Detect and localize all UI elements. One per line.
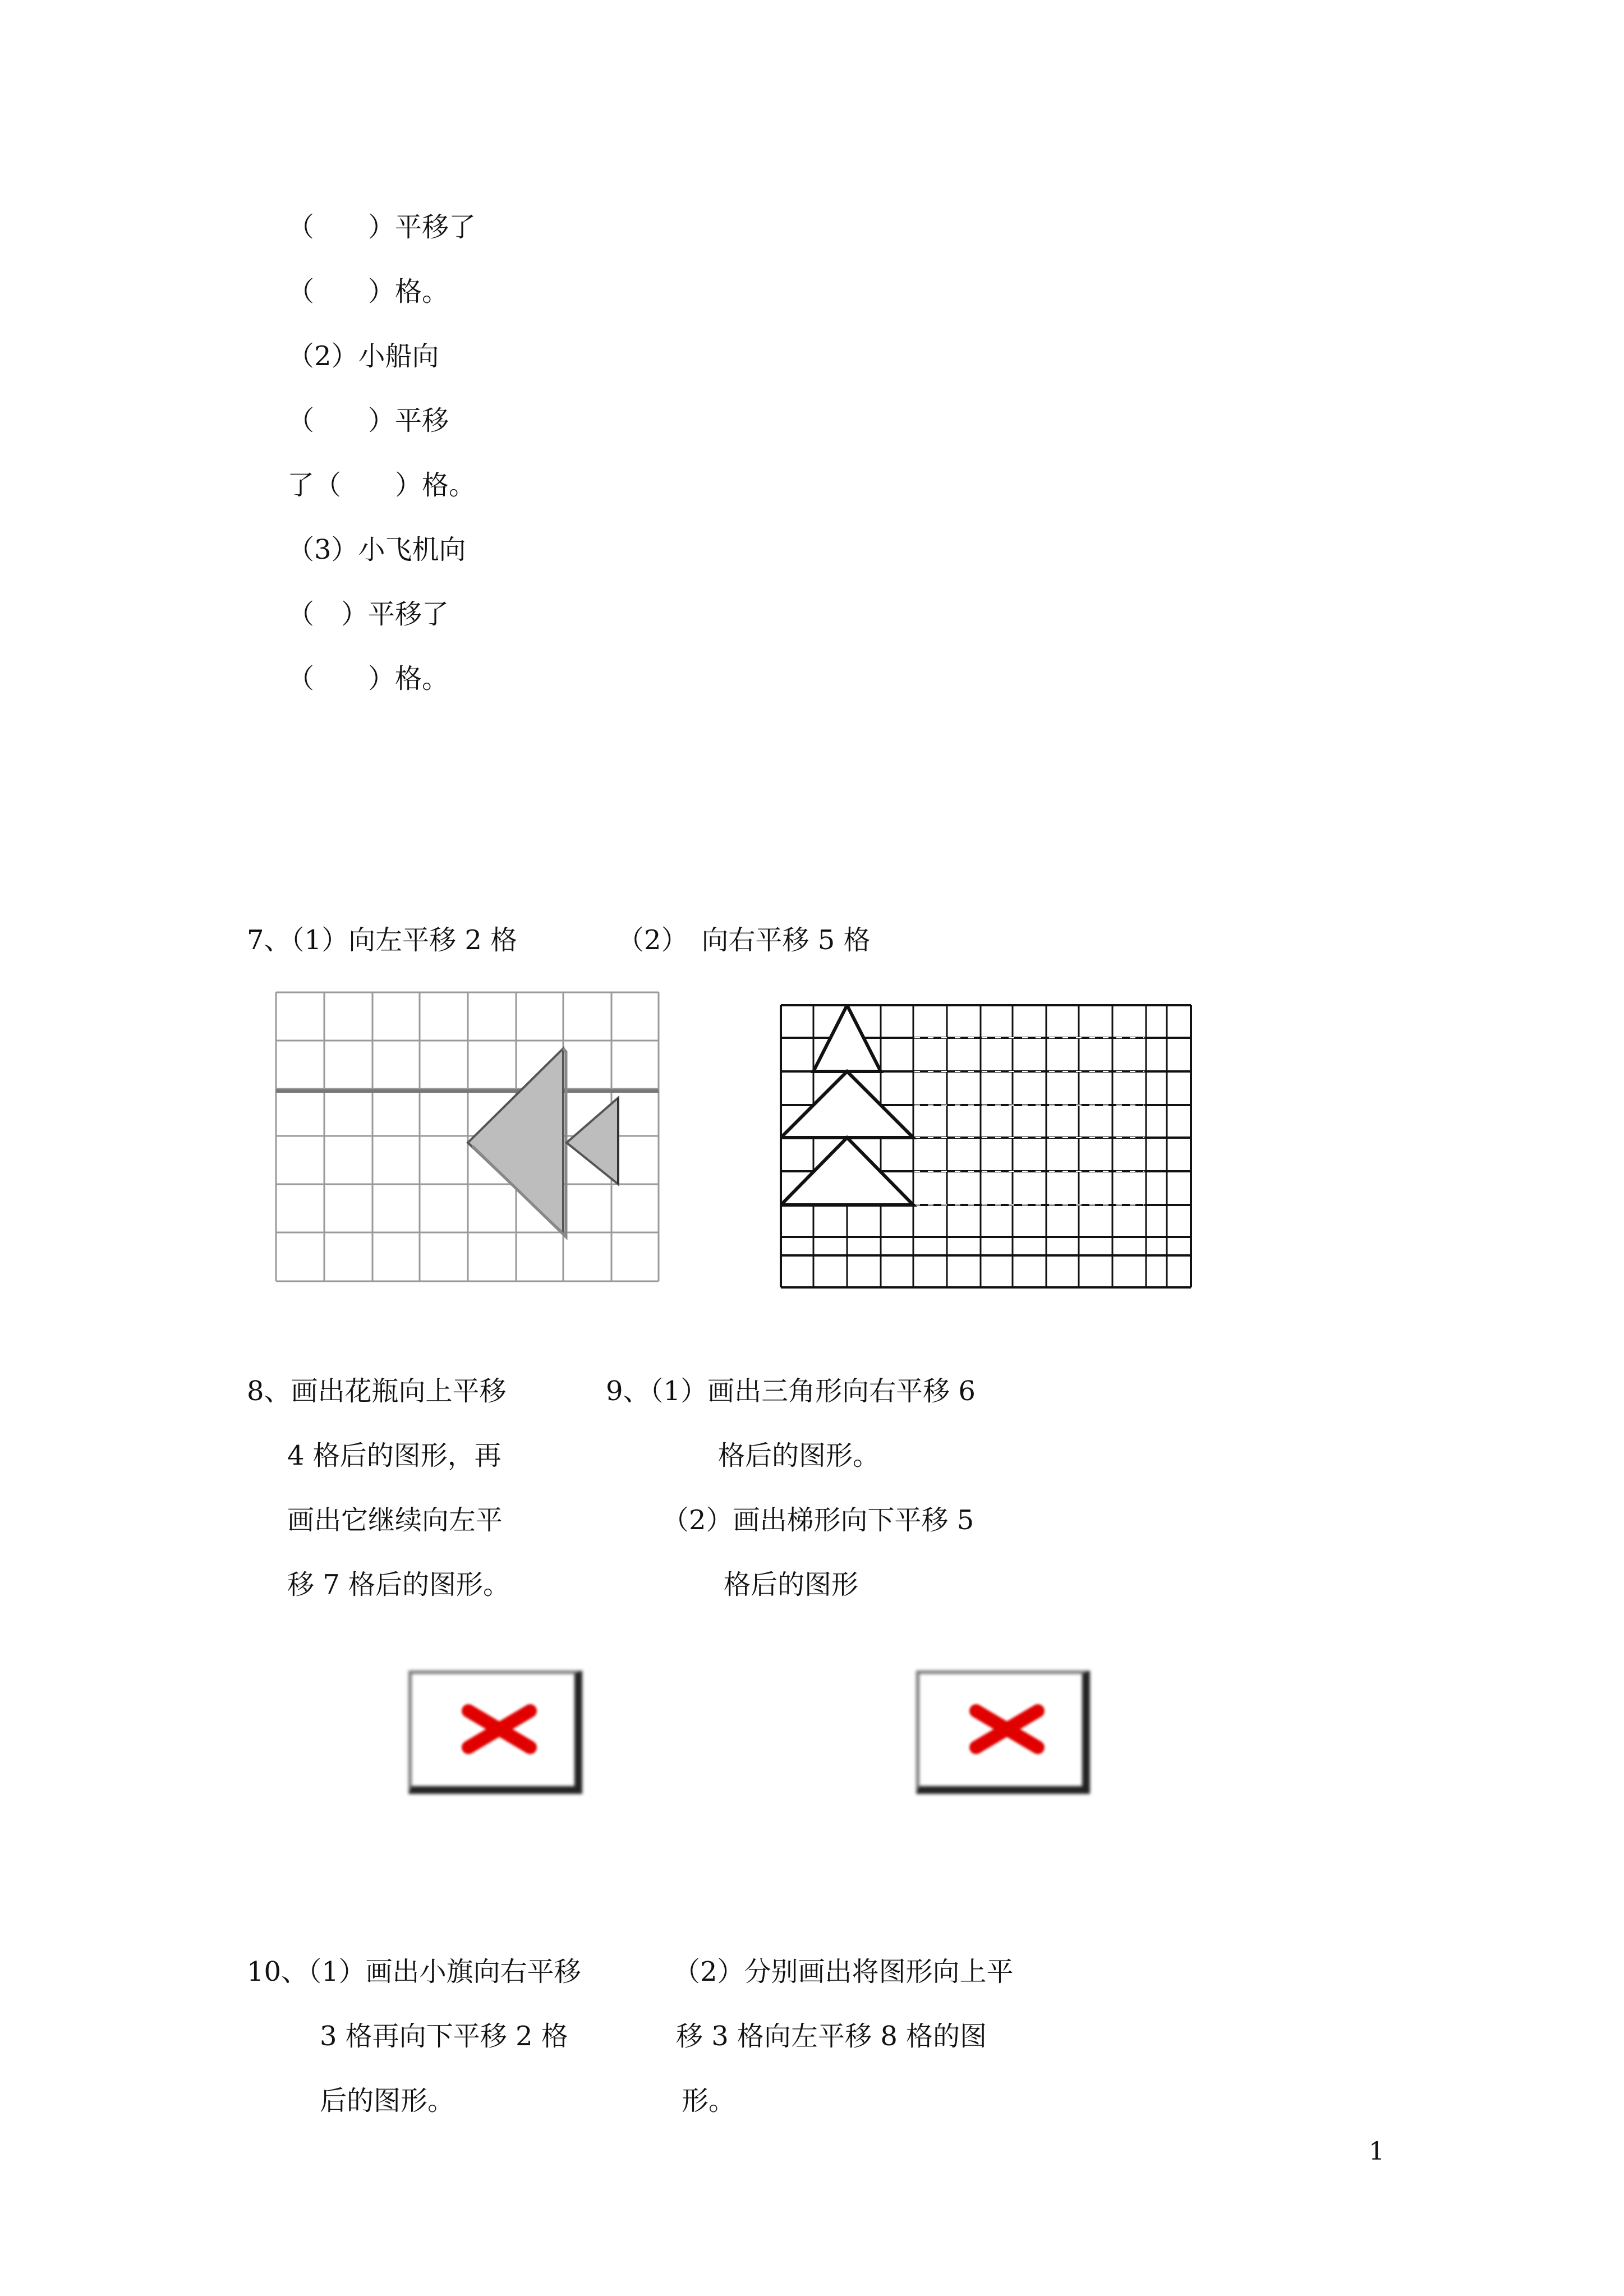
q8-line-1: 8、画出花瓶向上平移 [247, 1375, 507, 1407]
q9-line-3: （2）画出梯形向下平移 5 [662, 1504, 974, 1536]
q10-left-line-2: 3 格再向下平移 2 格 [320, 2021, 568, 2052]
q6-line-7: （ ）平移了 [287, 599, 449, 630]
q8-line-3: 画出它继续向左平 [287, 1504, 503, 1536]
q10-right-line-2: 移 3 格向左平移 8 格的图 [676, 2021, 987, 2052]
broken-image-vase [404, 1666, 589, 1801]
broken-image-shapes [912, 1666, 1097, 1801]
q7-grid-right-shift [780, 1004, 1212, 1290]
q6-line-2: （ ）格。 [287, 276, 449, 307]
small-triangle [567, 1098, 618, 1184]
q9-line-1: 9、（1）画出三角形向右平移 6 [606, 1375, 976, 1407]
q6-line-4: （ ）平移 [287, 405, 449, 436]
q6-line-5: 了（ ）格。 [287, 470, 476, 501]
q10-right-line-1: （2）分别画出将图形向上平 [673, 1956, 1014, 1987]
q6-line-1: （ ）平移了 [287, 211, 476, 243]
q6-line-6: （3）小飞机向 [287, 534, 466, 565]
q10-left-line-3: 后的图形。 [320, 2085, 455, 2116]
page-number: 1 [1369, 2137, 1384, 2166]
q6-line-3: （2）小船向 [287, 341, 439, 372]
q6-line-8: （ ）格。 [287, 663, 449, 694]
q9-line-2: 格后的图形。 [718, 1440, 880, 1471]
grid-dashed-highlight [914, 1038, 1144, 1205]
q7-grid-left-shift [275, 991, 662, 1283]
q9-line-4: 格后的图形 [724, 1569, 859, 1600]
broken-image-x-icon [912, 1666, 1097, 1801]
q8-line-4: 移 7 格后的图形。 [287, 1569, 510, 1600]
q8-line-2: 4 格后的图形，再 [287, 1440, 502, 1471]
broken-image-x-icon [404, 1666, 589, 1801]
q7-part1-label: 7、（1）向左平移 2 格 [247, 924, 518, 956]
q7-part2-label: （2） 向右平移 5 格 [617, 924, 871, 956]
q10-left-line-1: 10、（1）画出小旗向右平移 [247, 1956, 581, 1987]
q10-right-line-3: 形。 [682, 2085, 736, 2116]
